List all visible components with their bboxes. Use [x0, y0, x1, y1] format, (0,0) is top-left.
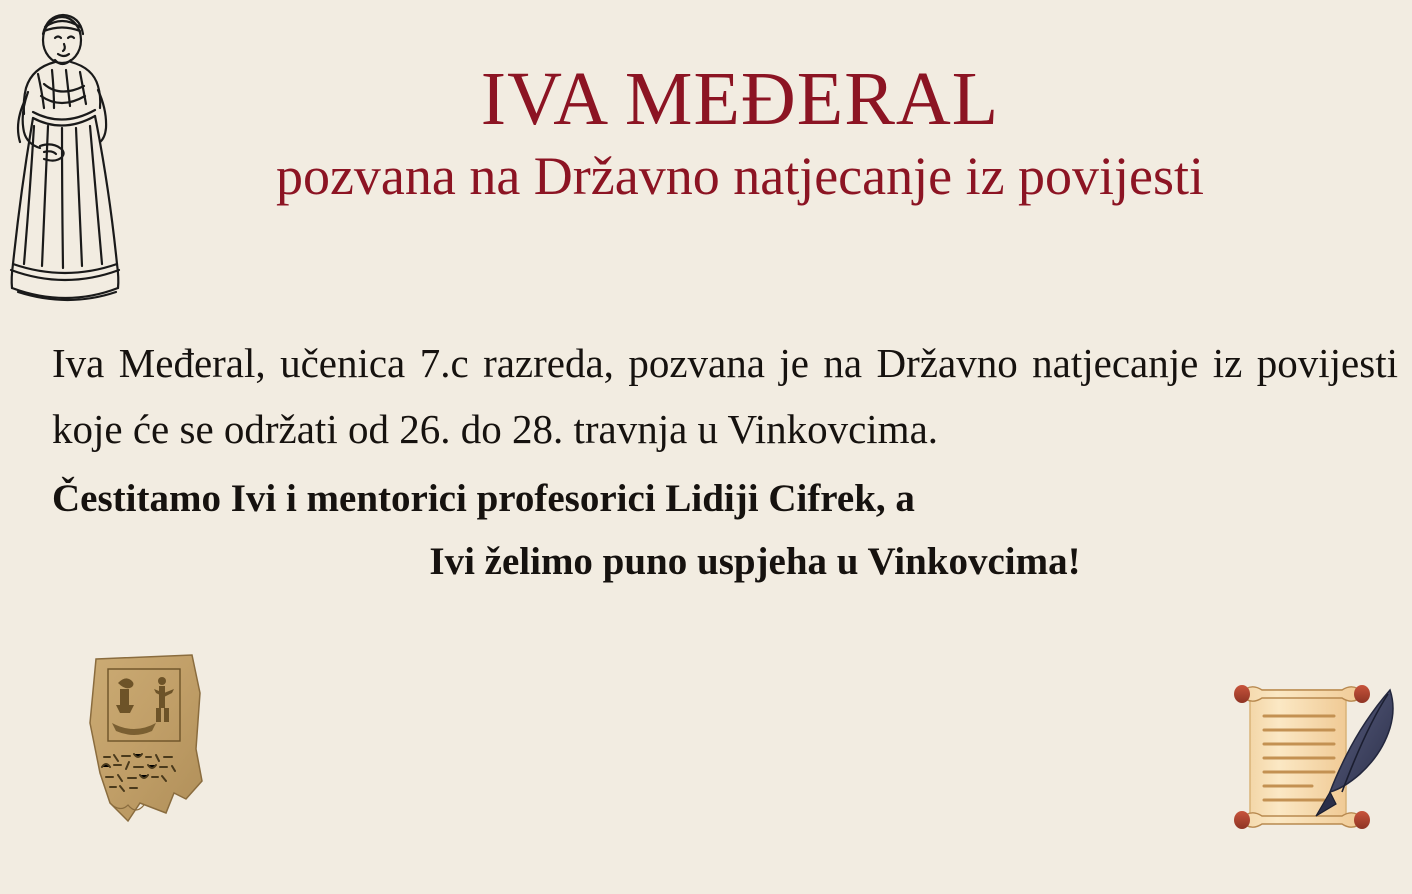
poster-header — [120, 57, 1360, 207]
papyrus-fragment-icon — [80, 653, 215, 843]
page-title: IVA MEĐERAL — [480, 57, 1000, 141]
congratulations-line-2: Ivi želimo puno uspjeha u Vinkovcima! — [429, 539, 1081, 583]
scroll-quill-icon — [1222, 672, 1402, 844]
announcement-paragraph: Iva Međeral, učenica 7.c razreda, pozvana je na Državno natjecanje iz povijesti koje će se održati od 26. do 28. travnja u Vinkovcima. — [52, 340, 1398, 453]
greek-statue-icon — [0, 0, 140, 310]
congratulations-block — [52, 467, 1398, 593]
congratulations-line-1: Čestitamo Ivi i mentorici profesorici Lidiji Cifrek, a — [52, 476, 915, 520]
page-subtitle: pozvana na Državno natjecanje iz povijesti — [275, 146, 1205, 207]
body-text-block — [52, 330, 1398, 593]
